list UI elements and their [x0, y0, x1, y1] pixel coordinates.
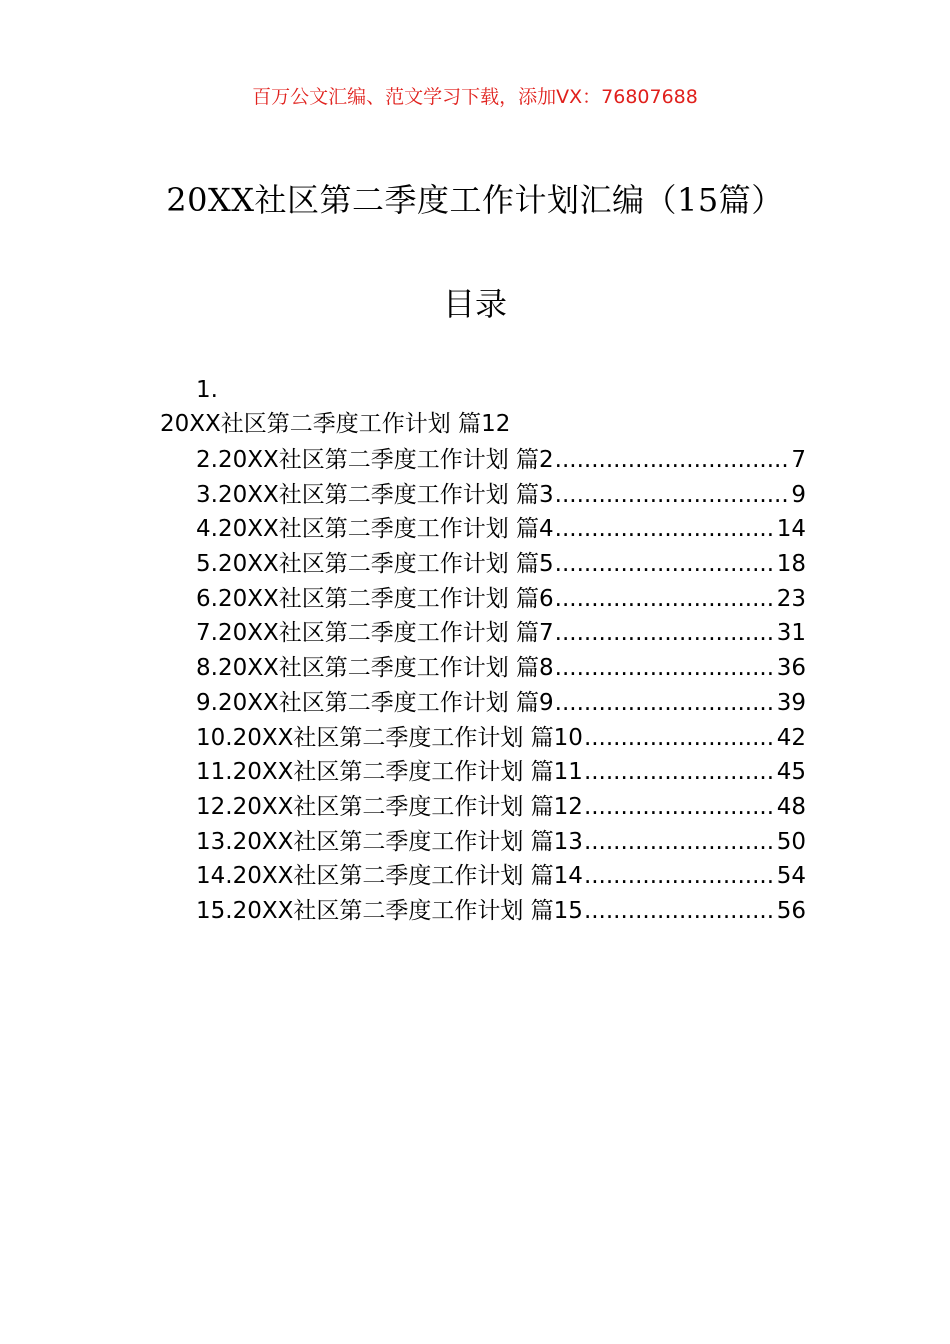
toc-item[interactable] — [196, 478, 806, 513]
toc-item[interactable] — [196, 443, 806, 478]
toc-item-page-number: 42 — [776, 724, 806, 751]
header-promo-note: 百万公文汇编、范文学习下载，添加VX：76807688 — [252, 86, 698, 108]
toc-item-label: 3.20XX社区第二季度工作计划 篇3 — [196, 481, 554, 508]
toc-leader-dots — [555, 512, 776, 546]
toc-item-1-text[interactable]: 20XX社区第二季度工作计划 篇12 — [160, 411, 511, 437]
toc-item-label: 10.20XX社区第二季度工作计划 篇10 — [196, 724, 583, 751]
toc-item-label: 15.20XX社区第二季度工作计划 篇15 — [196, 897, 583, 924]
toc-leader-dots — [555, 651, 776, 685]
toc-item-page-number: 14 — [776, 516, 806, 543]
toc-item-label: 7.20XX社区第二季度工作计划 篇7 — [196, 620, 554, 647]
toc-item-page-number: 18 — [776, 551, 806, 578]
toc-leader-dots — [584, 859, 776, 893]
toc-item[interactable] — [196, 547, 806, 582]
toc-leader-dots — [555, 616, 776, 650]
toc-item-page-number: 9 — [791, 481, 806, 508]
toc-item-label: 8.20XX社区第二季度工作计划 篇8 — [196, 655, 554, 682]
toc-leader-dots — [584, 721, 776, 755]
toc-item-page-number: 7 — [791, 447, 806, 473]
toc-item-label: 4.20XX社区第二季度工作计划 篇4 — [196, 516, 554, 543]
toc-item-page-number: 50 — [776, 828, 806, 855]
toc-item[interactable] — [196, 582, 806, 617]
toc-item[interactable] — [196, 686, 806, 721]
toc-item-page-number: 36 — [776, 655, 806, 682]
toc-item-page-number: 31 — [776, 620, 806, 647]
toc-leader-dots — [555, 582, 776, 616]
toc-item-page-number: 56 — [776, 897, 806, 924]
toc-item[interactable] — [196, 721, 806, 756]
toc-item-label: 6.20XX社区第二季度工作计划 篇6 — [196, 585, 554, 612]
toc-item[interactable] — [196, 825, 806, 860]
table-of-contents — [196, 443, 806, 929]
toc-item-page-number: 23 — [776, 585, 806, 612]
toc-item[interactable] — [196, 512, 806, 547]
toc-leader-dots — [584, 825, 776, 859]
toc-leader-dots — [555, 547, 776, 581]
toc-leader-dots — [584, 790, 776, 824]
toc-leader-dots — [555, 443, 791, 477]
toc-item-label: 12.20XX社区第二季度工作计划 篇12 — [196, 793, 583, 820]
toc-item-page-number: 39 — [776, 689, 806, 716]
toc-item[interactable] — [196, 755, 806, 790]
toc-leader-dots — [555, 686, 776, 720]
toc-item[interactable] — [196, 651, 806, 686]
toc-item[interactable] — [196, 790, 806, 825]
toc-item[interactable] — [196, 616, 806, 651]
toc-item-label: 13.20XX社区第二季度工作计划 篇13 — [196, 828, 583, 855]
toc-item-label: 9.20XX社区第二季度工作计划 篇9 — [196, 689, 554, 716]
toc-heading: 目录 — [442, 285, 507, 323]
toc-leader-dots — [555, 478, 791, 512]
toc-item-label: 11.20XX社区第二季度工作计划 篇11 — [196, 759, 583, 786]
toc-item-page-number: 45 — [776, 759, 806, 786]
toc-item-label: 2.20XX社区第二季度工作计划 篇2 — [196, 447, 554, 473]
toc-item-1-number[interactable]: 1. — [196, 377, 218, 403]
toc-leader-dots — [584, 894, 776, 928]
toc-item-label: 5.20XX社区第二季度工作计划 篇5 — [196, 551, 554, 578]
document-title: 20XX社区第二季度工作计划汇编（15篇） — [166, 181, 784, 219]
toc-leader-dots — [584, 755, 776, 789]
toc-item[interactable] — [196, 894, 806, 929]
toc-item-page-number: 48 — [776, 793, 806, 820]
toc-item-page-number: 54 — [776, 863, 806, 890]
toc-item[interactable] — [196, 859, 806, 894]
toc-item-label: 14.20XX社区第二季度工作计划 篇14 — [196, 863, 583, 890]
